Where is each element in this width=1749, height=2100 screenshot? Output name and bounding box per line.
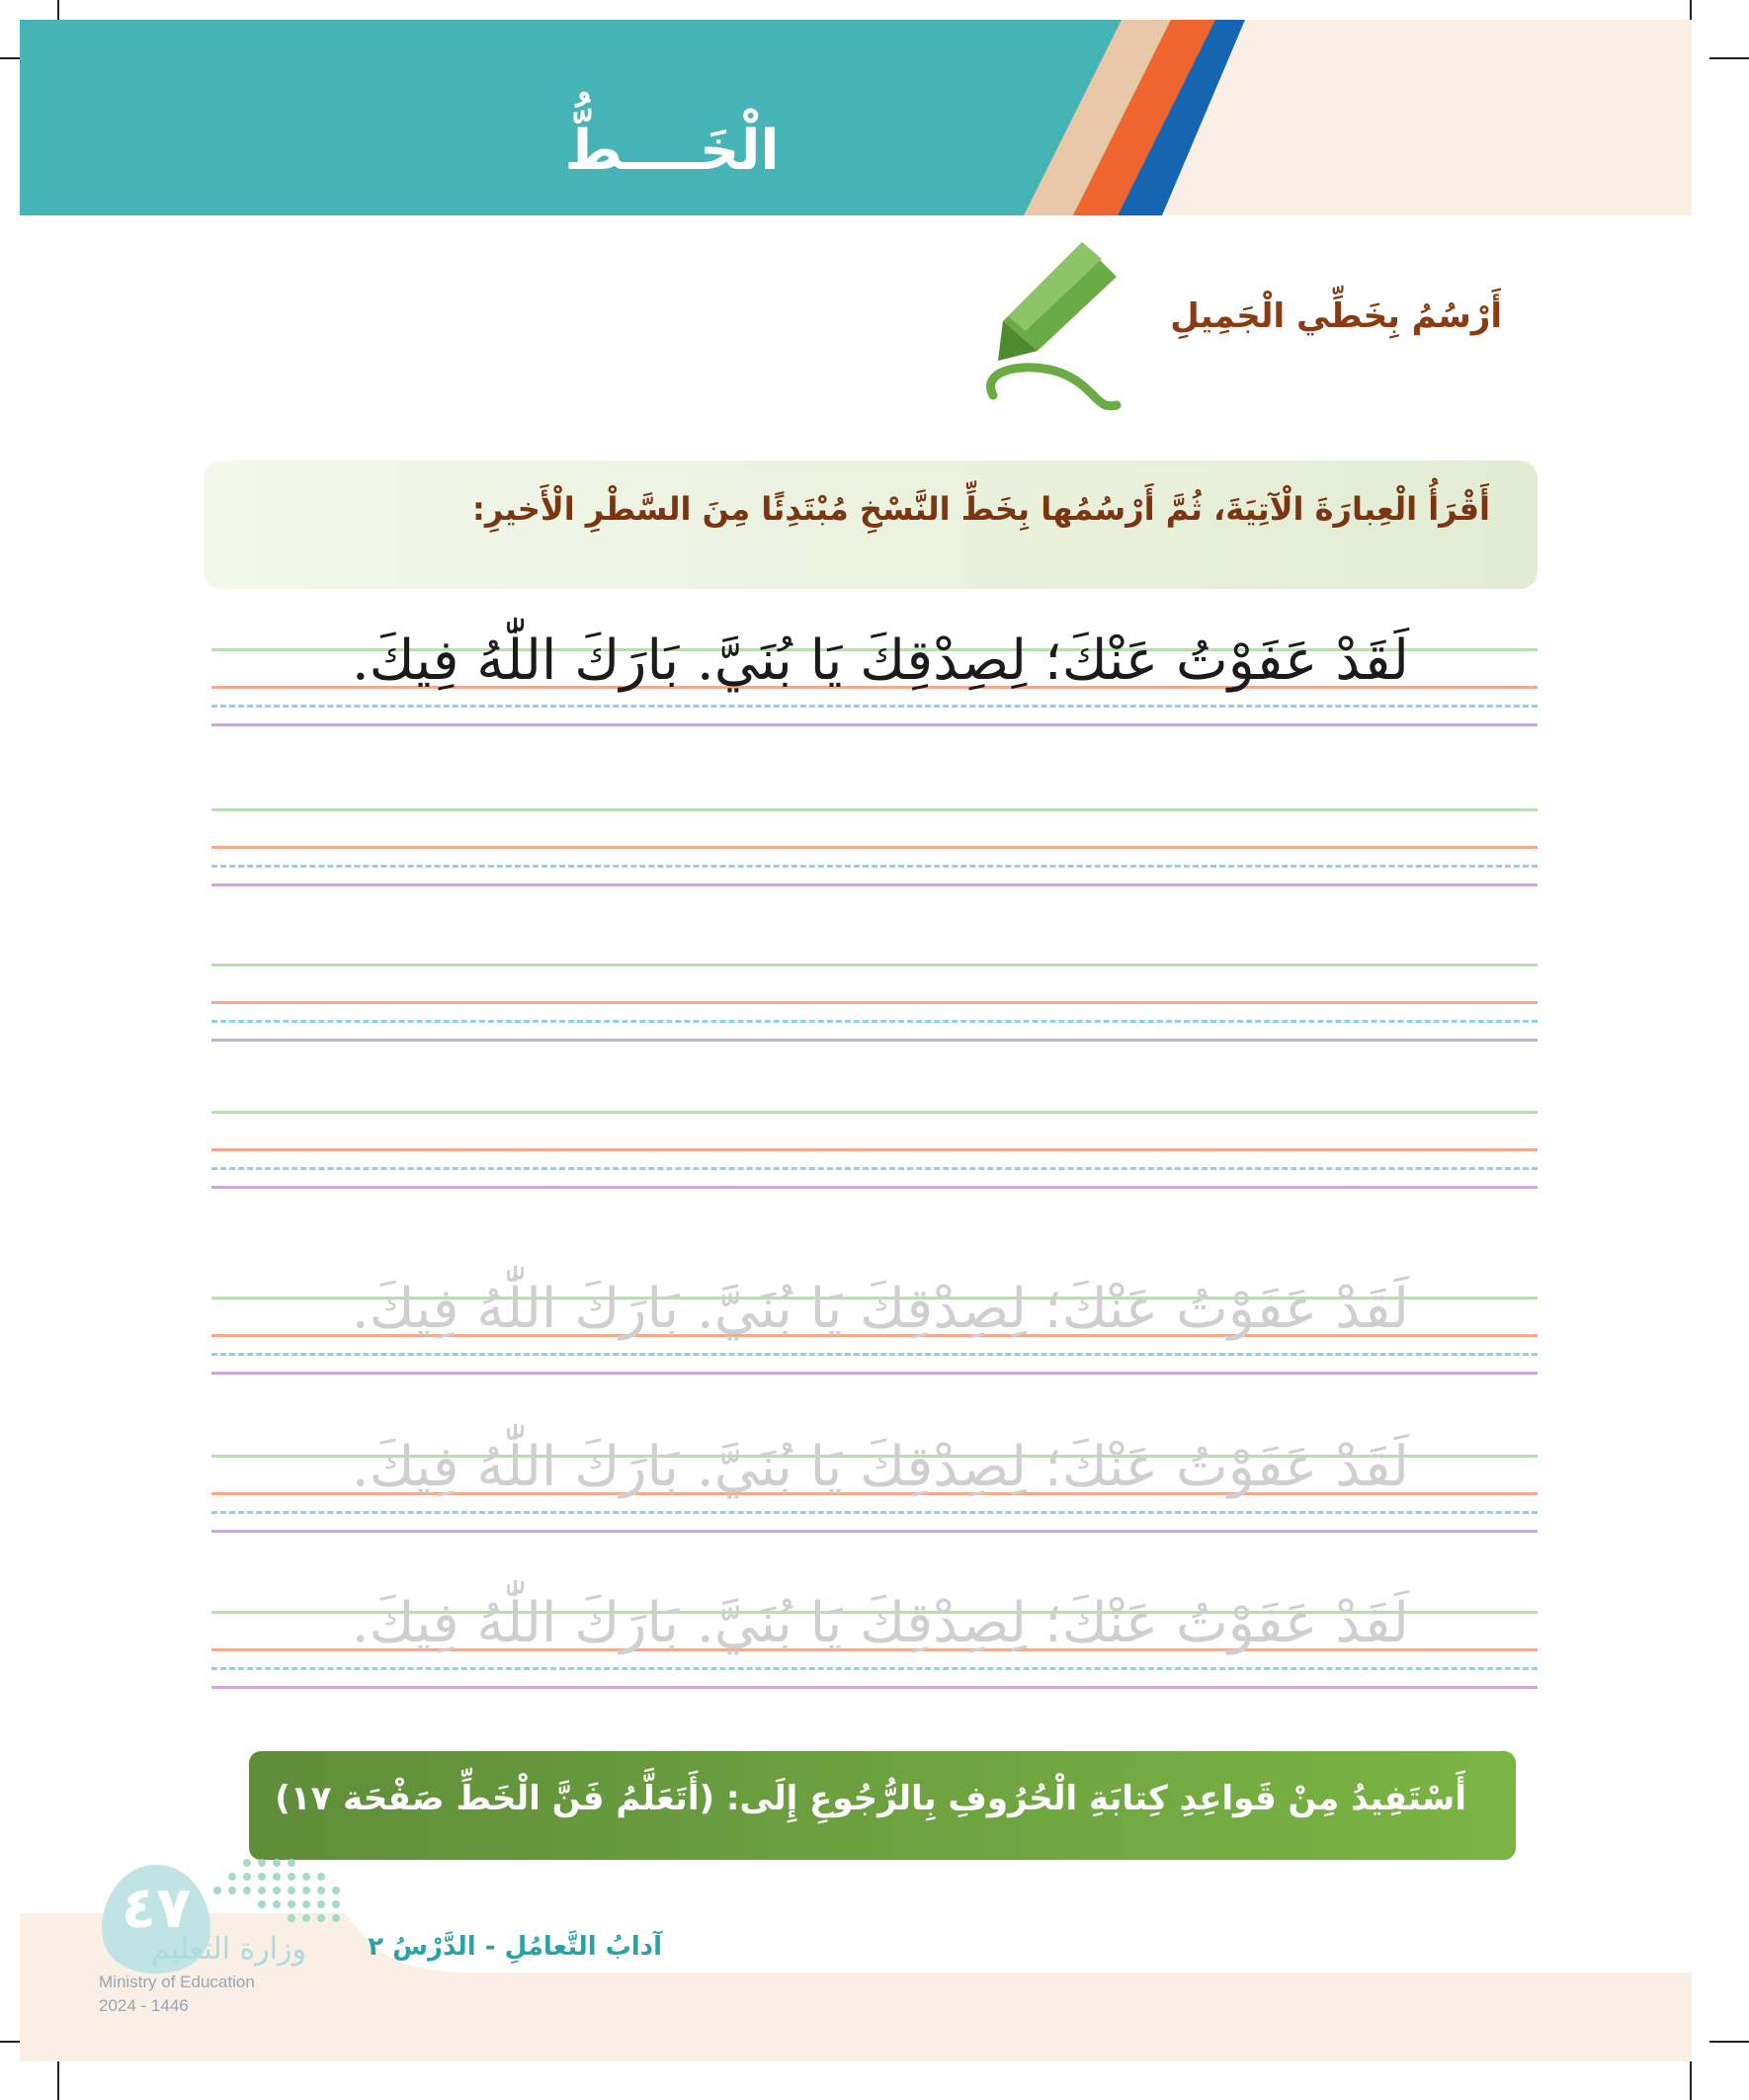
writing-row-trace[interactable] bbox=[211, 1277, 1538, 1386]
writing-row-blank[interactable] bbox=[211, 1111, 1538, 1200]
reference-note-text: أَسْتَفِيدُ مِنْ قَواعِدِ كِتابَةِ الْحُرُوفِ بِالرُّجُوعِ إِلَى: (أَتَعَلَّمُ فَنَّ الْخَطِّ صَفْحَة ١٧) bbox=[275, 1779, 1466, 1818]
page-title: الْخَــــطُّ bbox=[564, 119, 780, 183]
writing-row-trace[interactable] bbox=[211, 1435, 1538, 1544]
crop-mark bbox=[1690, 2060, 1692, 2100]
writing-row-blank[interactable] bbox=[211, 808, 1538, 897]
pencil-icon bbox=[978, 237, 1136, 415]
section-heading: أَرْسُمُ بِخَطِّي الْجَمِيلِ bbox=[1170, 296, 1502, 336]
trace-phrase: لَقَدْ عَفَوْتُ عَنْكَ؛ لِصِدْقِكَ يَا بُنَيَّ. بَارَكَ اللّٰهُ فِيكَ. bbox=[351, 1435, 1409, 1499]
instruction-box bbox=[204, 461, 1538, 589]
lesson-label: آدابُ التَّعامُلِ - الدَّرْسُ ٢ bbox=[368, 1932, 662, 1962]
ministry-name-english: Ministry of Education bbox=[99, 1973, 255, 1991]
crop-mark bbox=[1709, 57, 1749, 59]
trace-phrase: لَقَدْ عَفَوْتُ عَنْكَ؛ لِصِدْقِكَ يَا بُنَيَّ. بَارَكَ اللّٰهُ فِيكَ. bbox=[351, 1591, 1409, 1655]
writing-row-model bbox=[211, 629, 1538, 737]
model-phrase: لَقَدْ عَفَوْتُ عَنْكَ؛ لِصِدْقِكَ يَا بُنَيَّ. بَارَكَ اللّٰهُ فِيكَ. bbox=[351, 629, 1409, 693]
ministry-name-arabic: وزارة التعليم bbox=[150, 1932, 306, 1967]
trace-phrase: لَقَدْ عَفَوْتُ عَنْكَ؛ لِصِدْقِكَ يَا بُنَيَّ. بَارَكَ اللّٰهُ فِيكَ. bbox=[351, 1277, 1409, 1341]
writing-row-trace[interactable] bbox=[211, 1591, 1538, 1700]
page-number: ٤٧ bbox=[121, 1874, 192, 1941]
instruction-text: أَقْرَأُ الْعِبارَةَ الْآتِيَةَ، ثُمَّ أَرْسُمُها بِخَطِّ النَّسْخِ مُبْتَدِئًا مِنَ السَّطْرِ الْأَخيرِ: bbox=[472, 490, 1490, 528]
crop-mark bbox=[1709, 2041, 1749, 2043]
crop-mark bbox=[57, 2060, 59, 2100]
writing-row-blank[interactable] bbox=[211, 964, 1538, 1052]
ministry-year: 2024 - 1446 bbox=[99, 1996, 189, 2015]
ministry-logo-dots-icon bbox=[138, 1853, 356, 1932]
reference-note-box bbox=[249, 1751, 1516, 1860]
